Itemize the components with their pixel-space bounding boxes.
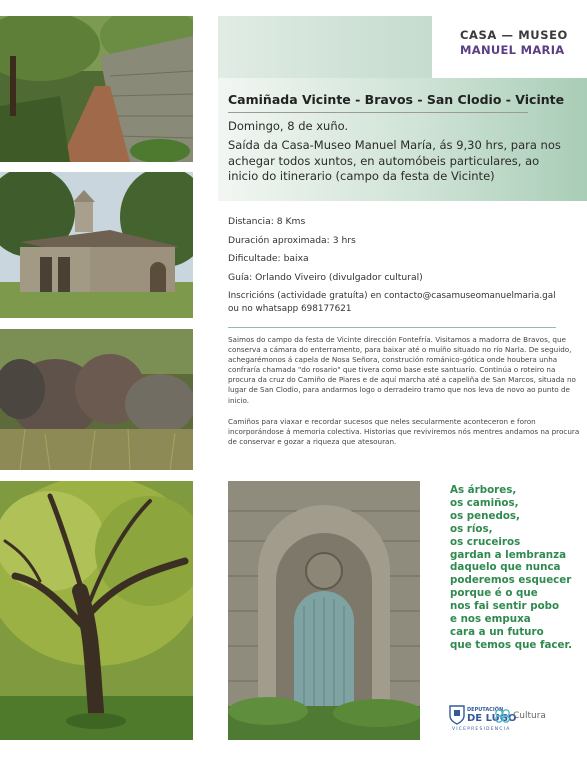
registration-info: [228, 290, 580, 316]
poem: [450, 484, 585, 652]
culture-rings-icon: [494, 709, 512, 723]
poem-line: As árbores,: [450, 484, 517, 496]
logo-line-1: CASA — MUSEO: [460, 28, 568, 42]
deputacion-lugo-logo: [448, 703, 584, 737]
poem-line: que temos que facer.: [450, 638, 572, 651]
poem-line: e nos empuxa: [450, 613, 531, 626]
detail-distance: Distancia: 8 Kms: [228, 216, 306, 227]
vicepresidencia-label: VICEPRESIDENCIA: [452, 727, 511, 732]
poem-line: daquelo que nunca: [450, 561, 561, 574]
event-departure: Saída da Casa-Museo Manuel María, ás 9,30 hrs, para nos achegar todos xuntos, en automóbeis particulares, ao inicio do itinerario (campo da festa de Vicinte): [228, 138, 561, 183]
poem-line: poderemos esquecer: [450, 574, 572, 587]
registration-email-line: Inscricións (actividade gratuíta) en contacto@casamuseomanuelmaria.gal: [228, 291, 556, 301]
poem-line: cara a un futuro: [450, 625, 544, 638]
casa-museo-logo: [432, 16, 587, 78]
detail-duration: Duración aproximada: 3 hrs: [228, 234, 356, 246]
poem-line: porque é o que: [450, 587, 538, 600]
poem-line: nos fai sentir pobo: [450, 600, 560, 613]
header-green-band: [218, 16, 432, 78]
photo-oak-tree: [0, 481, 193, 740]
logo-line-2: MANUEL MARIA: [460, 43, 565, 57]
poem-line: gardan a lembranza: [450, 548, 567, 561]
culture-label: Cultura: [513, 711, 546, 721]
poem-line: os ríos,: [450, 522, 493, 535]
poem-line: os camiños,: [450, 496, 519, 509]
photo-forest-path: [0, 16, 193, 162]
org-small-label: DEPUTACIÓN: [467, 707, 504, 713]
poem-line: os penedos,: [450, 509, 520, 522]
event-date: Domingo, 8 de xuño.: [228, 119, 349, 133]
photo-stone-doorway: [228, 481, 420, 740]
registration-whatsapp-line: ou no whatsapp 698177621: [228, 304, 352, 314]
title-divider: [228, 112, 528, 113]
photo-stone-chapel: [0, 172, 193, 318]
org-label: DE LUGO: [467, 713, 517, 724]
poem-line: os cruceiros: [450, 535, 521, 548]
section-divider: [228, 327, 556, 328]
route-reflection: Camiños para viaxar e recordar sucesos que neles secularmente aconteceron e foron incorporándose á memoria colectiva. Historias que reviviremos nós mentres andamos na procura de conservar e gozar a riqueza que atesouran.: [228, 417, 580, 447]
event-title: Camiñada Vicinte - Bravos - San Clodio - Vicinte: [228, 92, 565, 107]
photo-boulders: [0, 329, 193, 470]
detail-guide: Guía: Orlando Viveiro (divulgador cultural): [228, 271, 423, 283]
route-description: Saimos do campo da festa de Vicinte dirección Fontefría. Visitamos a madorra de Bravos, que conserva a cámara do enterramento, para baixar até o muíño situado no río Narla. De seguido, achegarémonos á capela de Nosa Señora, construción románico-gótica onde houbera unha confraría chamada "do rosario" que tivera como base este santuario. Continúa o roteiro na procura da cruz do Camiño de Piares e de aquí marcha até a capeliña de San Marcos, situada no lugar de San Clodio, para andarmos logo o derradeiro tramo que nos leva de novo ao punto de inicio.: [228, 335, 576, 405]
detail-difficulty: Dificultade: baixa: [228, 253, 309, 265]
shield-icon: [449, 705, 465, 725]
event-details: [228, 213, 578, 287]
